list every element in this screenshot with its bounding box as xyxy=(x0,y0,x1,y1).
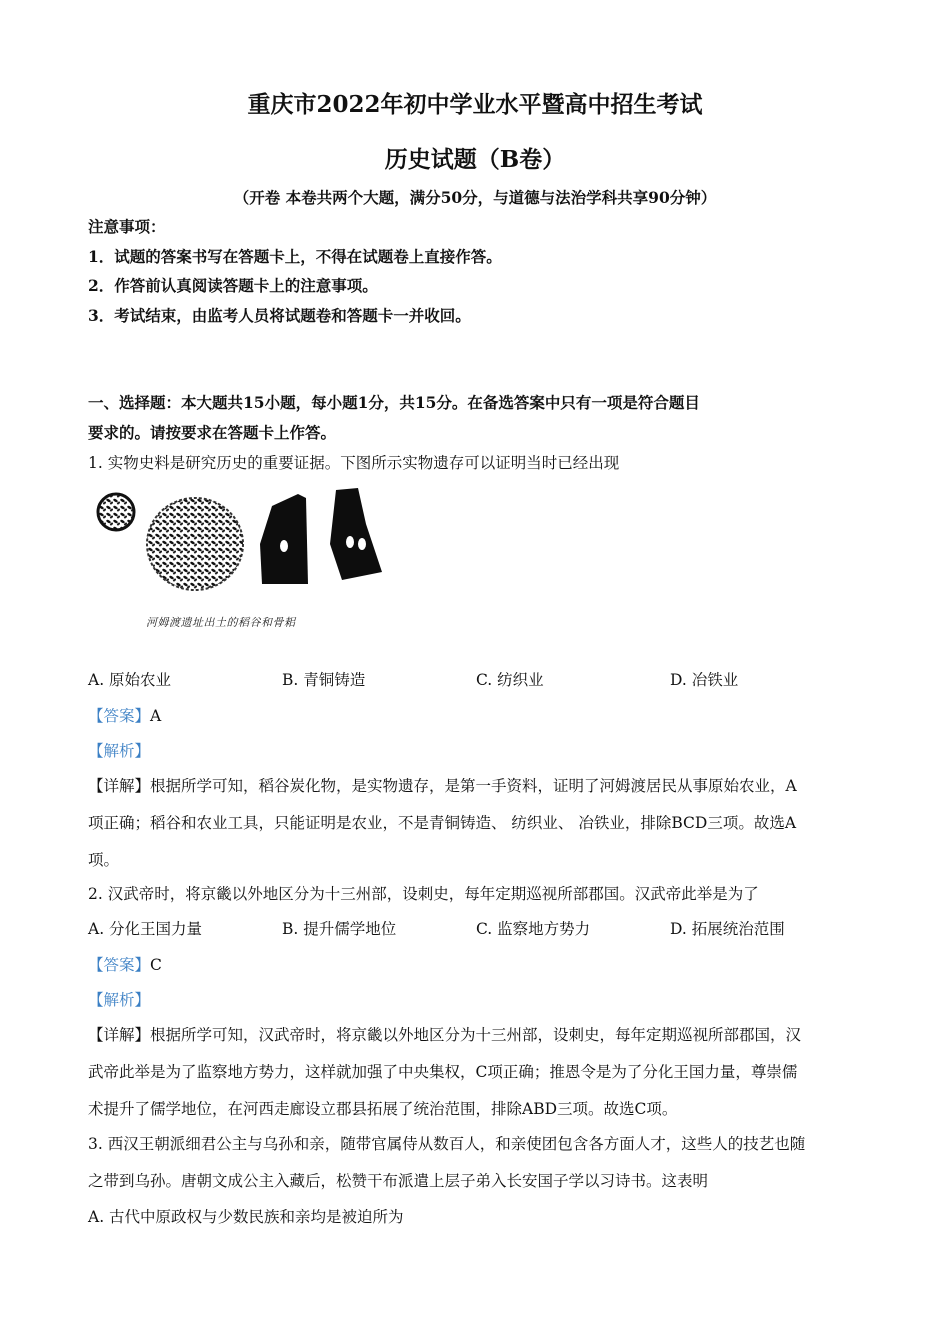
q2-option-d: D. 拓展统治范围 xyxy=(670,920,785,938)
answer-tag: 【答案】 xyxy=(88,956,151,974)
notice-item: 2．作答前认真阅读答题卡上的注意事项。 xyxy=(88,276,378,295)
q2-option-c: C. 监察地方势力 xyxy=(476,920,591,938)
q1-detail-line: 项。 xyxy=(88,851,120,869)
q1-option-d: D. 冶铁业 xyxy=(670,671,739,689)
q1-option-b: B. 青铜铸造 xyxy=(282,671,366,689)
exam-subtitle: 历史试题（B卷） xyxy=(384,146,566,173)
q2-stem: 2. 汉武帝时，将京畿以外地区分为十三州部，设刺史，每年定期巡视所部郡国。汉武帝此举是为了 xyxy=(88,885,759,903)
bone-spade-left xyxy=(260,494,308,584)
answer-tag: 【答案】 xyxy=(88,707,151,725)
q2-detail-line: 武帝此举是为了监察地方势力，这样就加强了中央集权，C项正确；推恩令是为了分化王国力量，尊崇儒 xyxy=(88,1063,798,1081)
q3-option-a: A. 古代中原政权与少数民族和亲均是被迫所为 xyxy=(88,1208,404,1226)
q3-stem-line: 3. 西汉王朝派细君公主与乌孙和亲，随带官属侍从数百人，和亲使团包含各方面人才，这些人的技艺也随 xyxy=(88,1135,806,1153)
exam-note: （开卷 本卷共两个大题，满分50分，与道德与法治学科共享90分钟） xyxy=(233,188,717,207)
q2-answer xyxy=(88,953,162,975)
exam-title: 重庆市2022年初中学业水平暨高中招生考试 xyxy=(247,91,703,118)
bone-spade-right xyxy=(330,488,382,580)
q1-answer xyxy=(88,704,161,726)
detail-tag: 【详解】 xyxy=(88,777,151,795)
q1-analysis-tag: 【解析】 xyxy=(88,742,151,760)
detail-text: 根据所学可知，汉武帝时，将京畿以外地区分为十三州部，设刺史，每年定期巡视所部郡国，汉 xyxy=(150,1026,802,1044)
q3-stem-line: 之带到乌孙。唐朝文成公主入藏后，松赞干布派遣上层子弟入长安国子学以习诗书。这表明 xyxy=(88,1172,709,1190)
q2-option-b: B. 提升儒学地位 xyxy=(282,920,397,938)
notice-heading: 注意事项： xyxy=(88,217,166,236)
detail-tag: 【详解】 xyxy=(88,1026,151,1044)
answer-value: C xyxy=(150,956,162,974)
q1-detail-line xyxy=(88,774,797,796)
q2-detail-line: 术提升了儒学地位，在河西走廊设立郡县拓展了统治范围，排除ABD三项。故选C项。 xyxy=(88,1100,678,1118)
q2-analysis-tag: 【解析】 xyxy=(88,991,151,1009)
q1-stem: 1. 实物史料是研究历史的重要证据。下图所示实物遗存可以证明当时已经出现 xyxy=(88,454,620,472)
q2-detail-line xyxy=(88,1023,801,1045)
q1-detail-line: 项正确；稻谷和农业工具，只能证明是农业，不是青铜铸造、 纺织业、 冶铁业，排除BCD三项。故选A xyxy=(88,814,797,832)
q1-option-c: C. 纺织业 xyxy=(476,671,544,689)
detail-text: 根据所学可知，稻谷炭化物，是实物遗存，是第一手资料，证明了河姆渡居民从事原始农业，A xyxy=(150,777,797,795)
notice-item: 3．考试结束，由监考人员将试题卷和答题卡一并收回。 xyxy=(88,306,471,325)
notice-item: 1．试题的答案书写在答题卡上，不得在试题卷上直接作答。 xyxy=(88,247,502,266)
section-heading: 一、选择题：本大题共15小题，每小题1分，共15分。在备选答案中只有一项是符合题目 xyxy=(88,393,700,412)
answer-value: A xyxy=(150,707,162,725)
q1-option-a: A. 原始农业 xyxy=(88,671,172,689)
figure-caption: 河姆渡遗址出土的稻谷和骨耜 xyxy=(146,616,296,629)
section-heading-cont: 要求的。请按要求在答题卡上作答。 xyxy=(88,423,337,442)
rice-and-bone-spade-figure xyxy=(92,484,392,634)
q2-option-a: A. 分化王国力量 xyxy=(88,920,203,938)
